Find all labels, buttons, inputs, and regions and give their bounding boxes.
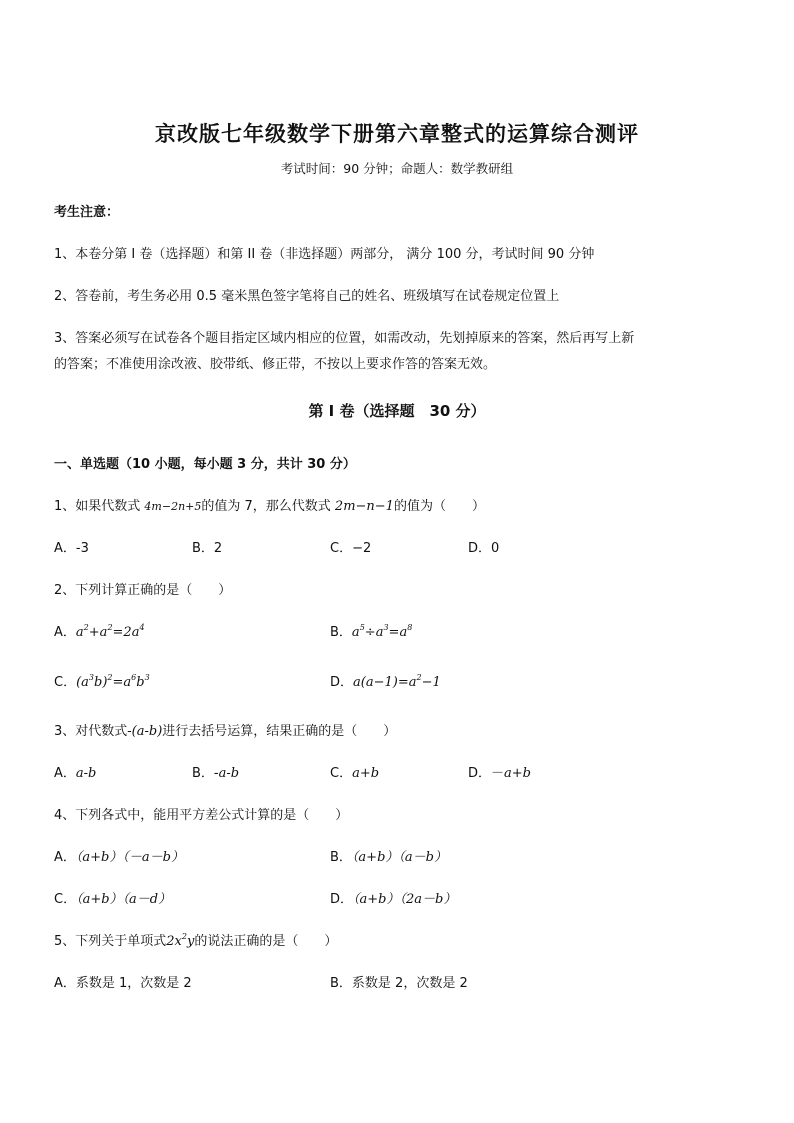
math-expression: $(a^3b)^2=a^6b^3$: [76, 673, 150, 690]
question-1-option-a[interactable]: A．-3: [54, 541, 89, 556]
section-heading: 一、单选题（10 小题，每小题 3 分，共计 30 分）: [54, 457, 356, 472]
page-title: 京改版七年级数学下册第六章整式的运算综合测评: [155, 121, 639, 146]
question-5-option-a[interactable]: A．系数是 1，次数是 2: [54, 976, 192, 991]
notice-item-2: 2、答卷前，考生务必用 0.5 毫米黑色签字笔将自己的姓名、班级填写在试卷规定位置上: [54, 289, 560, 304]
question-5-stem: 5、下列关于单项式$2x^2y$的说法正确的是（ ）: [54, 932, 338, 949]
question-1-option-c[interactable]: C．−2: [330, 541, 372, 556]
notice-item-3-cont: 的答案；不准使用涂改液、胶带纸、修正带，不按以上要求作答的答案无效。: [54, 357, 497, 372]
math-expression: $a^5\div a^3=a^8$: [351, 623, 413, 640]
math-expression: $a^2+a^2=2a^4$: [75, 623, 145, 640]
question-3-option-d[interactable]: D．－a+b: [468, 766, 531, 781]
question-2-option-c[interactable]: C．$(a^3b)^2=a^6b^3$: [54, 673, 150, 690]
question-3-stem: 3、对代数式-(a-b)进行去括号运算，结果正确的是（ ）: [54, 724, 397, 739]
math-expression: 4m−2n+5: [144, 500, 202, 513]
exam-info: 考试时间：90 分钟；命题人：数学教研组: [280, 161, 514, 176]
notice-heading: 考生注意：: [54, 205, 120, 220]
question-2-option-b[interactable]: B．$a^5\div a^3=a^8$: [330, 623, 413, 640]
question-2-option-d[interactable]: D．$a(a-1)=a^2-1$: [330, 673, 441, 690]
math-expression: $2x^2y$: [166, 932, 195, 949]
question-3-option-c[interactable]: C．a+b: [330, 766, 380, 781]
question-2-option-a[interactable]: A．$a^2+a^2=2a^4$: [54, 623, 145, 640]
math-expression: -(a-b): [127, 724, 163, 739]
math-expression: $a(a-1)=a^2-1$: [353, 673, 441, 690]
math-expression: 2m−n−1: [334, 499, 394, 514]
question-3-option-a[interactable]: A．a-b: [54, 766, 97, 781]
notice-item-3: 3、答案必须写在试卷各个题目指定区域内相应的位置，如需改动，先划掉原来的答案，然后再写上新: [54, 331, 635, 346]
part-title: 第 I 卷（选择题 30 分）: [308, 402, 486, 420]
question-1-option-b[interactable]: B．2: [192, 541, 223, 556]
question-4-stem: 4、下列各式中，能用平方差公式计算的是（ ）: [54, 808, 349, 823]
question-2-stem: 2、下列计算正确的是（ ）: [54, 583, 232, 598]
question-4-option-d[interactable]: D．（a+b）（2a－b）: [330, 892, 457, 907]
question-4-option-b[interactable]: B．（a+b）（a－b）: [330, 850, 447, 865]
question-3-option-b[interactable]: B．-a-b: [192, 766, 240, 781]
question-5-option-b[interactable]: B．系数是 2，次数是 2: [330, 976, 468, 991]
question-4-option-a[interactable]: A．（a+b）（－a－b）: [54, 850, 184, 865]
notice-item-1: 1、本卷分第 I 卷（选择题）和第 II 卷（非选择题）两部分， 满分 100 分，考试时间 90 分钟: [54, 247, 595, 262]
question-1-stem: 1、如果代数式 4m−2n+5的值为 7，那么代数式 2m−n−1的值为（ ）: [54, 499, 485, 514]
question-4-option-c[interactable]: C．（a+b）（a－d）: [54, 892, 172, 907]
question-1-option-d[interactable]: D．0: [468, 541, 500, 556]
